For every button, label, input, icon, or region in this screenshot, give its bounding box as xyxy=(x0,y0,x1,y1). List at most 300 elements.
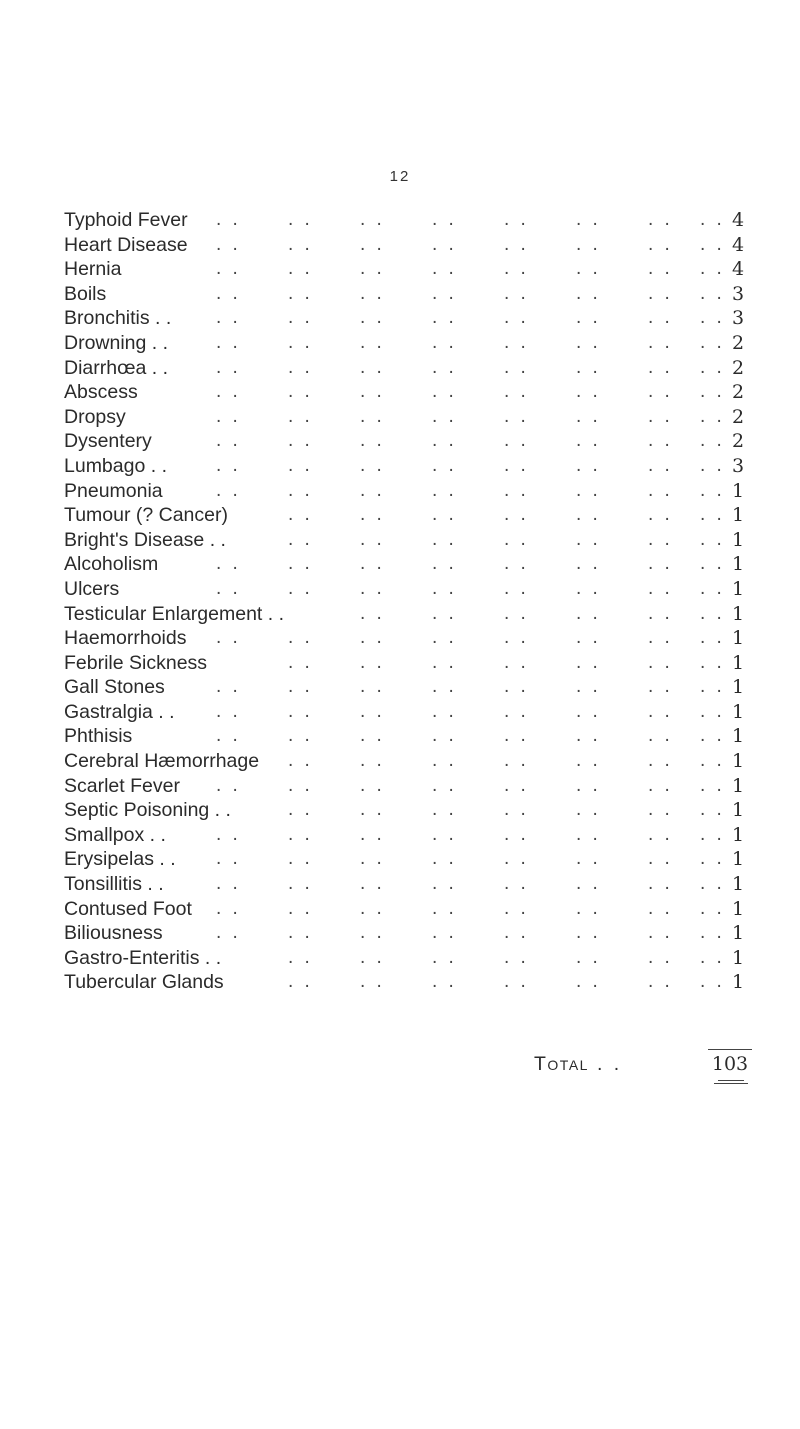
leader-dots: . . xyxy=(360,528,385,550)
leader-dots: . . xyxy=(360,577,385,599)
leader-dots: . . xyxy=(216,356,241,378)
leader-dots: . . xyxy=(288,971,313,993)
table-row xyxy=(64,897,750,922)
leader-dots: . . xyxy=(216,700,241,722)
leader-dots: . . xyxy=(432,922,457,944)
leader-dots: . . xyxy=(432,209,457,230)
leader-dots: . . xyxy=(504,528,529,550)
leader-dots: . . xyxy=(576,946,601,968)
leader-dots: . . xyxy=(576,553,601,575)
table-row xyxy=(64,798,750,823)
leader-dots: . . xyxy=(288,504,313,526)
leader-dots: . . xyxy=(216,553,241,575)
table-row xyxy=(64,503,750,528)
leader-dots: . . xyxy=(700,528,725,550)
leader-dots: . . xyxy=(700,873,725,895)
leader-dots: . . xyxy=(360,258,385,280)
leader-dots: . . xyxy=(360,774,385,796)
leader-dots: . . xyxy=(504,946,529,968)
leader-dots: . . xyxy=(700,454,725,476)
leader-dots: . . xyxy=(216,282,241,304)
leader-dots: . . xyxy=(288,405,313,427)
leader-dots: . . xyxy=(216,774,241,796)
leader-dots: . . xyxy=(700,823,725,845)
leader-dots: . . xyxy=(504,897,529,919)
leader-dots: . . xyxy=(432,331,457,353)
leader-dots: . . xyxy=(700,331,725,353)
leader-dots: . . xyxy=(432,873,457,895)
table-row xyxy=(64,700,750,725)
leader-dots: . . xyxy=(648,848,673,870)
leader-dots: . . xyxy=(576,430,601,452)
leader-dots: . . xyxy=(216,848,241,870)
leader-dots: . . xyxy=(216,430,241,452)
leader-dots: . . xyxy=(700,233,725,255)
table-row xyxy=(64,823,750,848)
leader-dots: . . xyxy=(648,577,673,599)
leader-dots: . . xyxy=(432,946,457,968)
leader-dots: . . xyxy=(360,331,385,353)
leader-dots: . . xyxy=(700,356,725,378)
table-row xyxy=(64,724,750,749)
case-count: 1 xyxy=(731,676,745,699)
leader-dots: . . xyxy=(576,282,601,304)
leader-dots: . . xyxy=(360,454,385,476)
leader-dots: . . xyxy=(576,651,601,673)
leader-dots: . . xyxy=(504,331,529,353)
leader-dots: . . xyxy=(504,282,529,304)
table-row xyxy=(64,749,750,774)
table-row xyxy=(64,651,750,676)
leader-dots: . . xyxy=(288,946,313,968)
table-row xyxy=(64,208,750,233)
leader-dots: . . xyxy=(576,799,601,821)
condition-label: Bronchitis . . xyxy=(64,307,172,330)
condition-label: Boils xyxy=(64,282,107,305)
leader-dots: . . xyxy=(360,971,385,993)
case-count: 1 xyxy=(731,971,745,994)
leader-dots: . . xyxy=(432,454,457,476)
table-row xyxy=(64,946,750,971)
table-row xyxy=(64,405,750,430)
table-row xyxy=(64,233,750,258)
leader-dots: . . xyxy=(648,627,673,649)
leader-dots: . . xyxy=(288,799,313,821)
leader-dots: . . xyxy=(648,774,673,796)
case-count: 1 xyxy=(731,946,745,969)
leader-dots: . . xyxy=(360,233,385,255)
leader-dots: . . xyxy=(288,331,313,353)
case-count: 3 xyxy=(731,454,745,477)
leader-dots: . . xyxy=(504,405,529,427)
case-count: 1 xyxy=(731,479,745,502)
leader-dots: . . xyxy=(432,282,457,304)
leader-dots: . . xyxy=(576,627,601,649)
table-row xyxy=(64,356,750,381)
page-number: 12 xyxy=(389,168,411,185)
leader-dots: . . xyxy=(216,405,241,427)
leader-dots: . . xyxy=(700,676,725,698)
condition-label: Tubercular Glands xyxy=(64,971,224,994)
table-row xyxy=(64,774,750,799)
condition-label: Scarlet Fever xyxy=(64,774,180,797)
leader-dots: . . xyxy=(576,848,601,870)
leader-dots: . . xyxy=(576,405,601,427)
condition-label: Erysipelas . . xyxy=(64,848,176,871)
leader-dots: . . xyxy=(648,946,673,968)
leader-dots: . . xyxy=(504,209,529,230)
leader-dots: . . xyxy=(700,577,725,599)
table-row xyxy=(64,970,750,995)
case-count: 1 xyxy=(731,823,745,846)
case-count: 2 xyxy=(731,356,745,379)
condition-label: Smallpox . . xyxy=(64,823,166,846)
condition-label: Hernia xyxy=(64,258,122,281)
case-count: 4 xyxy=(731,258,745,281)
leader-dots: . . xyxy=(504,430,529,452)
table-row xyxy=(64,675,750,700)
leader-dots: . . xyxy=(216,331,241,353)
leader-dots: . . xyxy=(700,405,725,427)
leader-dots: . . xyxy=(432,700,457,722)
leader-dots: . . xyxy=(360,381,385,403)
leader-dots: . . xyxy=(216,209,241,230)
leader-dots: . . xyxy=(432,897,457,919)
leader-dots: . . xyxy=(648,331,673,353)
leader-dots: . . xyxy=(576,577,601,599)
leader-dots: . . xyxy=(432,848,457,870)
leader-dots: . . xyxy=(288,430,313,452)
condition-label: Typhoid Fever xyxy=(64,209,188,231)
leader-dots: . . xyxy=(648,823,673,845)
leader-dots: . . xyxy=(504,823,529,845)
leader-dots: . . xyxy=(648,405,673,427)
leader-dots: . . xyxy=(432,553,457,575)
table-row xyxy=(64,282,750,307)
table-row xyxy=(64,921,750,946)
leader-dots: . . xyxy=(504,651,529,673)
leader-dots: . . xyxy=(576,381,601,403)
leader-dots: . . xyxy=(360,504,385,526)
leader-dots: . . xyxy=(700,209,725,230)
leader-dots: . . xyxy=(700,651,725,673)
case-count: 1 xyxy=(731,577,745,600)
leader-dots: . . xyxy=(576,897,601,919)
leader-dots: . . xyxy=(576,258,601,280)
total-leader: . . xyxy=(596,1053,623,1075)
table-row xyxy=(64,552,750,577)
leader-dots: . . xyxy=(576,700,601,722)
leader-dots: . . xyxy=(576,750,601,772)
leader-dots: . . xyxy=(432,627,457,649)
leader-dots: . . xyxy=(432,381,457,403)
condition-label: Cerebral Hæmorrhage xyxy=(64,750,260,773)
case-count: 2 xyxy=(731,331,745,354)
leader-dots: . . xyxy=(432,799,457,821)
leader-dots: . . xyxy=(648,282,673,304)
leader-dots: . . xyxy=(288,700,313,722)
leader-dots: . . xyxy=(504,307,529,329)
leader-dots: . . xyxy=(648,971,673,993)
leader-dots: . . xyxy=(432,356,457,378)
leader-dots: . . xyxy=(360,627,385,649)
leader-dots: . . xyxy=(504,922,529,944)
leader-dots: . . xyxy=(360,356,385,378)
leader-dots: . . xyxy=(432,528,457,550)
leader-dots: . . xyxy=(288,823,313,845)
leader-dots: . . xyxy=(504,381,529,403)
leader-dots: . . xyxy=(648,233,673,255)
leader-dots: . . xyxy=(216,873,241,895)
leader-dots: . . xyxy=(288,233,313,255)
condition-label: Bright's Disease . . xyxy=(64,528,226,551)
leader-dots: . . xyxy=(360,922,385,944)
leader-dots: . . xyxy=(504,627,529,649)
leader-dots: . . xyxy=(700,725,725,747)
condition-label: Heart Disease xyxy=(64,233,188,256)
leader-dots: . . xyxy=(648,307,673,329)
table-row xyxy=(64,257,750,282)
table-row xyxy=(64,454,750,479)
leader-dots: . . xyxy=(700,946,725,968)
leader-dots: . . xyxy=(648,381,673,403)
leader-dots: . . xyxy=(504,479,529,501)
leader-dots: . . xyxy=(576,307,601,329)
condition-label: Gastro-Enteritis . . xyxy=(64,946,222,969)
leader-dots: . . xyxy=(700,774,725,796)
condition-label: Phthisis xyxy=(64,725,133,748)
case-count: 1 xyxy=(731,897,745,920)
leader-dots: . . xyxy=(432,405,457,427)
leader-dots: . . xyxy=(576,209,601,230)
leader-dots: . . xyxy=(700,381,725,403)
leader-dots: . . xyxy=(648,922,673,944)
leader-dots: . . xyxy=(576,233,601,255)
leader-dots: . . xyxy=(648,897,673,919)
leader-dots: . . xyxy=(432,430,457,452)
condition-label: Ulcers xyxy=(64,577,120,600)
case-count: 1 xyxy=(731,750,745,773)
case-count: 1 xyxy=(731,627,745,650)
leader-dots: . . xyxy=(288,897,313,919)
total-value: 103 xyxy=(711,1053,749,1075)
leader-dots: . . xyxy=(216,577,241,599)
leader-dots: . . xyxy=(700,799,725,821)
leader-dots: . . xyxy=(504,750,529,772)
leader-dots: . . xyxy=(700,922,725,944)
leader-dots: . . xyxy=(504,848,529,870)
table-row xyxy=(64,479,750,504)
table-row xyxy=(64,306,750,331)
leader-dots: . . xyxy=(648,602,673,624)
leader-dots: . . xyxy=(576,774,601,796)
leader-dots: . . xyxy=(504,258,529,280)
leader-dots: . . xyxy=(576,528,601,550)
leader-dots: . . xyxy=(648,258,673,280)
leader-dots: . . xyxy=(360,209,385,230)
leader-dots: . . xyxy=(700,848,725,870)
leader-dots: . . xyxy=(576,356,601,378)
condition-label: Dysentery xyxy=(64,430,152,453)
leader-dots: . . xyxy=(504,700,529,722)
leader-dots: . . xyxy=(432,774,457,796)
condition-label: Abscess xyxy=(64,381,138,404)
leader-dots: . . xyxy=(288,479,313,501)
leader-dots: . . xyxy=(432,602,457,624)
condition-label: Testicular Enlargement . . xyxy=(64,602,285,625)
case-count: 1 xyxy=(731,504,745,527)
leader-dots: . . xyxy=(288,676,313,698)
leader-dots: . . xyxy=(648,356,673,378)
condition-label: Lumbago . . xyxy=(64,454,167,477)
leader-dots: . . xyxy=(504,454,529,476)
leader-dots: . . xyxy=(700,602,725,624)
leader-dots: . . xyxy=(432,577,457,599)
table-row xyxy=(64,847,750,872)
condition-label: Gastralgia . . xyxy=(64,700,175,723)
leader-dots: . . xyxy=(700,700,725,722)
leader-dots: . . xyxy=(288,282,313,304)
table-row xyxy=(64,380,750,405)
leader-dots: . . xyxy=(288,848,313,870)
leader-dots: . . xyxy=(576,479,601,501)
case-count: 1 xyxy=(731,553,745,576)
condition-label: Gall Stones xyxy=(64,676,165,699)
disease-table xyxy=(64,208,750,995)
leader-dots: . . xyxy=(216,897,241,919)
condition-label: Drowning . . xyxy=(64,331,169,354)
leader-dots: . . xyxy=(360,725,385,747)
leader-dots: . . xyxy=(216,823,241,845)
leader-dots: . . xyxy=(504,799,529,821)
leader-dots: . . xyxy=(216,479,241,501)
leader-dots: . . xyxy=(504,971,529,993)
case-count: 2 xyxy=(731,381,745,404)
leader-dots: . . xyxy=(288,454,313,476)
leader-dots: . . xyxy=(216,725,241,747)
leader-dots: . . xyxy=(288,922,313,944)
leader-dots: . . xyxy=(576,504,601,526)
leader-dots: . . xyxy=(288,209,313,230)
leader-dots: . . xyxy=(432,307,457,329)
table-row xyxy=(64,331,750,356)
leader-dots: . . xyxy=(504,553,529,575)
leader-dots: . . xyxy=(216,627,241,649)
leader-dots: . . xyxy=(288,528,313,550)
leader-dots: . . xyxy=(288,553,313,575)
leader-dots: . . xyxy=(576,331,601,353)
leader-dots: . . xyxy=(432,725,457,747)
leader-dots: . . xyxy=(360,823,385,845)
leader-dots: . . xyxy=(360,700,385,722)
total-rule-bottom-2 xyxy=(714,1083,748,1084)
condition-label: Haemorrhoids xyxy=(64,627,187,650)
leader-dots: . . xyxy=(504,676,529,698)
leader-dots: . . xyxy=(360,873,385,895)
leader-dots: . . xyxy=(432,258,457,280)
total-label xyxy=(534,1050,622,1078)
leader-dots: . . xyxy=(288,873,313,895)
leader-dots: . . xyxy=(216,676,241,698)
leader-dots: . . xyxy=(700,750,725,772)
leader-dots: . . xyxy=(360,799,385,821)
leader-dots: . . xyxy=(360,946,385,968)
case-count: 1 xyxy=(731,799,745,822)
leader-dots: . . xyxy=(700,627,725,649)
case-count: 2 xyxy=(731,430,745,453)
leader-dots: . . xyxy=(576,823,601,845)
leader-dots: . . xyxy=(360,651,385,673)
leader-dots: . . xyxy=(700,258,725,280)
leader-dots: . . xyxy=(700,479,725,501)
leader-dots: . . xyxy=(648,873,673,895)
leader-dots: . . xyxy=(432,750,457,772)
leader-dots: . . xyxy=(700,430,725,452)
table-row xyxy=(64,626,750,651)
leader-dots: . . xyxy=(216,381,241,403)
leader-dots: . . xyxy=(648,479,673,501)
case-count: 1 xyxy=(731,651,745,674)
leader-dots: . . xyxy=(360,848,385,870)
total-row xyxy=(64,1050,750,1078)
leader-dots: . . xyxy=(360,676,385,698)
leader-dots: . . xyxy=(504,233,529,255)
leader-dots: . . xyxy=(432,504,457,526)
leader-dots: . . xyxy=(432,676,457,698)
leader-dots: . . xyxy=(648,504,673,526)
leader-dots: . . xyxy=(648,799,673,821)
leader-dots: . . xyxy=(360,602,385,624)
leader-dots: . . xyxy=(288,577,313,599)
leader-dots: . . xyxy=(288,356,313,378)
leader-dots: . . xyxy=(216,922,241,944)
leader-dots: . . xyxy=(360,307,385,329)
leader-dots: . . xyxy=(576,454,601,476)
leader-dots: . . xyxy=(700,282,725,304)
leader-dots: . . xyxy=(288,725,313,747)
condition-label: Pneumonia xyxy=(64,479,163,502)
leader-dots: . . xyxy=(700,504,725,526)
case-count: 1 xyxy=(731,528,745,551)
leader-dots: . . xyxy=(648,700,673,722)
leader-dots: . . xyxy=(504,725,529,747)
total-label-text: Total xyxy=(534,1053,589,1075)
leader-dots: . . xyxy=(216,233,241,255)
leader-dots: . . xyxy=(576,676,601,698)
table-row xyxy=(64,528,750,553)
condition-label: Biliousness xyxy=(64,922,163,945)
leader-dots: . . xyxy=(216,258,241,280)
condition-label: Febrile Sickness xyxy=(64,651,208,674)
leader-dots: . . xyxy=(288,750,313,772)
leader-dots: . . xyxy=(360,750,385,772)
leader-dots: . . xyxy=(648,454,673,476)
case-count: 4 xyxy=(731,209,745,231)
leader-dots: . . xyxy=(360,430,385,452)
leader-dots: . . xyxy=(648,725,673,747)
case-count: 1 xyxy=(731,725,745,748)
leader-dots: . . xyxy=(288,258,313,280)
leader-dots: . . xyxy=(360,405,385,427)
leader-dots: . . xyxy=(576,725,601,747)
leader-dots: . . xyxy=(648,750,673,772)
leader-dots: . . xyxy=(576,922,601,944)
leader-dots: . . xyxy=(700,307,725,329)
leader-dots: . . xyxy=(216,454,241,476)
leader-dots: . . xyxy=(648,209,673,230)
case-count: 3 xyxy=(731,307,745,330)
table-row xyxy=(64,577,750,602)
